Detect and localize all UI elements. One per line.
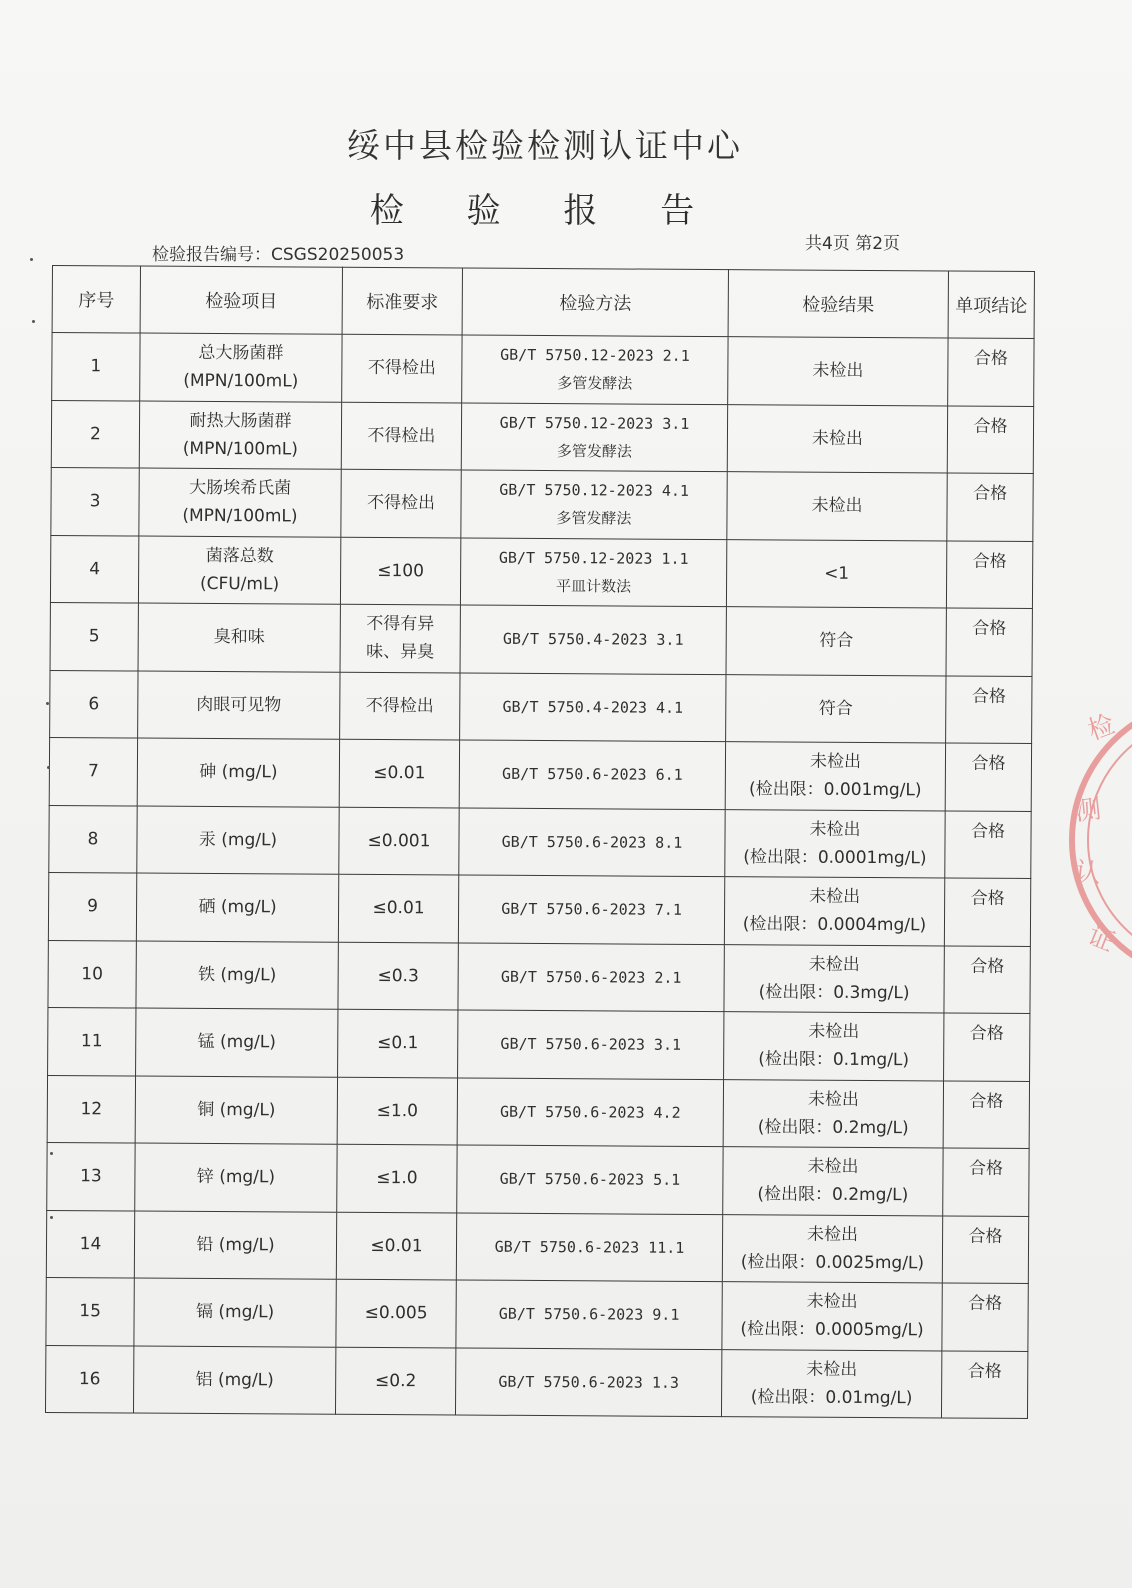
report-number: 检验报告编号：CSGS20250053 xyxy=(152,245,405,265)
method-cell xyxy=(458,875,724,944)
conclusion-cell: 合格 xyxy=(946,675,1032,743)
table-row xyxy=(49,737,1031,810)
conclusion-cell: 合格 xyxy=(944,1013,1030,1081)
svg-text:测: 测 xyxy=(1073,794,1103,827)
serial-number-cell: 8 xyxy=(49,805,137,873)
result-cell xyxy=(726,539,946,608)
test-item-cell-line: 菌落总数 xyxy=(205,545,274,567)
column-header: 单项结论 xyxy=(948,271,1034,339)
test-item-cell xyxy=(139,468,341,537)
table-row xyxy=(46,1210,1028,1283)
svg-text:证: 证 xyxy=(1083,920,1119,959)
method-cell-line: GB/T 5750.12-2023 4.1 xyxy=(499,480,690,501)
method-cell xyxy=(457,1077,723,1146)
test-item-cell xyxy=(137,738,339,807)
table-row xyxy=(50,602,1032,675)
method-cell xyxy=(457,1145,723,1214)
method-cell xyxy=(460,538,726,607)
requirement-cell-line: ≤100 xyxy=(377,560,425,582)
result-cell-line: 未检出 xyxy=(811,495,863,517)
result-cell-line: (检出限：0.0001mg/L) xyxy=(743,846,927,869)
requirement-cell xyxy=(338,1009,458,1077)
requirement-cell-line: ≤1.0 xyxy=(376,1100,419,1122)
result-cell-line: 未检出 xyxy=(807,1156,859,1178)
result-cell-line: 未检出 xyxy=(807,1089,859,1110)
method-cell xyxy=(461,403,727,472)
test-item-cell xyxy=(134,1278,336,1347)
result-cell-line: (检出限：0.2mg/L) xyxy=(757,1184,909,1206)
method-cell-line: GB/T 5750.6-2023 2.1 xyxy=(500,967,682,987)
result-cell-line: (检出限：0.01mg/L) xyxy=(750,1387,913,1409)
table-row xyxy=(45,1345,1027,1418)
result-cell-line: 未检出 xyxy=(811,428,864,449)
method-cell xyxy=(456,1212,722,1281)
result-cell-line: 未检出 xyxy=(812,360,864,382)
document-title: 检 验 报 告 xyxy=(369,191,721,231)
method-cell xyxy=(458,942,724,1011)
method-cell xyxy=(462,335,728,404)
result-cell-line: 未检出 xyxy=(808,1021,860,1043)
test-item-cell-line: 耐热大肠菌群 xyxy=(189,410,292,432)
inspection-results-table xyxy=(45,265,1035,1419)
result-cell-line: (检出限：0.1mg/L) xyxy=(758,1049,910,1071)
result-cell xyxy=(726,674,946,743)
test-item-cell xyxy=(135,1076,337,1145)
result-cell-line: (检出限：0.3mg/L) xyxy=(758,982,910,1004)
requirement-cell-line: ≤0.2 xyxy=(374,1370,417,1391)
test-item-cell xyxy=(136,1008,338,1077)
result-cell xyxy=(724,944,944,1013)
conclusion-cell: 合格 xyxy=(944,945,1030,1013)
conclusion-cell: 合格 xyxy=(944,878,1030,946)
requirement-cell-line: ≤0.005 xyxy=(364,1303,428,1324)
test-item-cell-line: (MPN/100mL) xyxy=(182,438,298,460)
result-cell xyxy=(727,404,947,473)
result-cell-line: (检出限：0.0025mg/L) xyxy=(740,1251,925,1274)
serial-number-cell: 6 xyxy=(50,670,138,738)
result-cell-line: 未检出 xyxy=(808,954,860,975)
result-cell xyxy=(728,337,948,406)
test-item-cell-line: 总大肠菌群 xyxy=(198,343,284,364)
scan-speck xyxy=(47,766,50,769)
test-item-cell xyxy=(138,671,340,740)
requirement-cell xyxy=(341,469,461,537)
scan-speck xyxy=(50,1152,53,1155)
test-item-cell xyxy=(135,1143,337,1212)
method-cell-line: 平皿计数法 xyxy=(555,576,632,596)
method-cell-line: GB/T 5750.6-2023 6.1 xyxy=(502,765,683,785)
organization-name: 绥中县检验检测认证中心 xyxy=(347,126,743,165)
table-row xyxy=(52,333,1034,406)
requirement-cell-line: 味、异臭 xyxy=(366,642,435,663)
result-cell xyxy=(725,742,945,811)
serial-number-cell: 15 xyxy=(46,1277,134,1345)
requirement-cell xyxy=(337,1077,457,1145)
serial-number-cell: 9 xyxy=(48,872,136,940)
test-item-cell-line: 大肠埃希氏菌 xyxy=(189,478,292,499)
method-cell-line: 多管发酵法 xyxy=(556,509,632,528)
requirement-cell-line: 不得检出 xyxy=(367,425,436,447)
method-cell-line: GB/T 5750.4-2023 4.1 xyxy=(502,697,684,717)
test-item-cell-line: 砷 (mg/L) xyxy=(199,762,278,783)
requirement-cell xyxy=(336,1212,456,1280)
serial-number-cell: 1 xyxy=(52,333,140,401)
table-row xyxy=(50,535,1032,608)
conclusion-cell: 合格 xyxy=(946,608,1032,676)
result-cell xyxy=(723,1147,943,1216)
requirement-cell xyxy=(340,537,460,605)
method-cell-line: GB/T 5750.6-2023 9.1 xyxy=(498,1304,680,1325)
test-item-cell xyxy=(136,873,338,942)
method-cell-line: GB/T 5750.6-2023 8.1 xyxy=(501,832,683,852)
requirement-cell xyxy=(337,1144,457,1212)
requirement-cell-line: ≤0.01 xyxy=(370,1235,423,1257)
result-cell-line: (检出限：0.2mg/L) xyxy=(757,1117,909,1138)
requirement-cell-line: ≤1.0 xyxy=(376,1168,418,1189)
test-item-cell-line: (MPN/100mL) xyxy=(182,506,298,527)
scan-speck xyxy=(30,258,33,261)
svg-text:认: 认 xyxy=(1073,857,1103,890)
conclusion-cell: 合格 xyxy=(941,1350,1027,1418)
method-cell-line: GB/T 5750.12-2023 1.1 xyxy=(498,548,689,568)
table-row xyxy=(50,670,1032,743)
method-cell-line: 多管发酵法 xyxy=(556,441,632,461)
result-cell-line: (检出限：0.0004mg/L) xyxy=(742,914,927,936)
column-header: 标准要求 xyxy=(342,267,462,335)
conclusion-cell: 合格 xyxy=(942,1215,1028,1283)
scan-speck xyxy=(32,320,35,323)
serial-number-cell: 2 xyxy=(51,400,139,468)
test-item-cell-line: 锌 (mg/L) xyxy=(196,1167,276,1188)
test-item-cell-line: 臭和味 xyxy=(213,627,265,648)
table-row xyxy=(49,805,1031,878)
conclusion-cell: 合格 xyxy=(947,473,1033,541)
result-cell xyxy=(723,1079,943,1148)
test-item-cell-line: 汞 (mg/L) xyxy=(198,829,278,851)
column-header: 检验方法 xyxy=(462,268,728,337)
column-header: 序号 xyxy=(52,266,140,334)
table-header-row xyxy=(52,266,1034,339)
result-cell-line: (检出限：0.001mg/L) xyxy=(748,779,922,801)
serial-number-cell: 16 xyxy=(45,1345,133,1413)
method-cell-line: GB/T 5750.6-2023 11.1 xyxy=(494,1237,685,1257)
requirement-cell-line: 不得检出 xyxy=(367,358,436,379)
scan-speck xyxy=(46,702,49,705)
official-seal-stamp xyxy=(1062,680,1132,1000)
result-cell-line: 未检出 xyxy=(806,1291,858,1313)
result-cell xyxy=(721,1349,941,1418)
serial-number-cell: 14 xyxy=(46,1210,134,1278)
result-cell xyxy=(725,809,945,878)
result-cell xyxy=(726,607,946,676)
method-cell-line: 多管发酵法 xyxy=(557,374,633,393)
result-cell-line: 未检出 xyxy=(809,886,861,908)
table-row xyxy=(51,467,1033,540)
result-cell-line: 符合 xyxy=(818,698,853,719)
test-item-cell-line: 铁 (mg/L) xyxy=(197,964,277,986)
method-cell-line: GB/T 5750.12-2023 3.1 xyxy=(499,413,690,433)
requirement-cell xyxy=(336,1279,456,1347)
serial-number-cell: 7 xyxy=(49,737,137,805)
method-cell-line: GB/T 5750.6-2023 3.1 xyxy=(500,1035,682,1055)
table-row xyxy=(47,1142,1029,1215)
test-item-cell xyxy=(133,1346,335,1415)
method-cell xyxy=(460,673,726,742)
method-cell-line: GB/T 5750.12-2023 2.1 xyxy=(500,345,690,366)
method-cell-line: GB/T 5750.6-2023 7.1 xyxy=(501,900,682,920)
serial-number-cell: 4 xyxy=(50,535,138,603)
method-cell xyxy=(458,1010,724,1079)
result-cell xyxy=(724,877,944,946)
test-item-cell-line: (MPN/100mL) xyxy=(183,371,299,392)
result-cell-line: (检出限：0.0005mg/L) xyxy=(740,1319,924,1341)
requirement-cell xyxy=(339,807,459,875)
method-cell xyxy=(460,605,726,674)
method-cell-line: GB/T 5750.6-2023 1.3 xyxy=(498,1372,680,1392)
serial-number-cell: 3 xyxy=(51,467,139,535)
conclusion-cell: 合格 xyxy=(945,810,1031,878)
conclusion-cell: 合格 xyxy=(946,540,1032,608)
result-cell-line: 未检出 xyxy=(806,1359,858,1380)
table-row xyxy=(48,872,1030,945)
requirement-cell xyxy=(338,874,458,942)
method-cell xyxy=(455,1347,721,1416)
serial-number-cell: 11 xyxy=(48,1007,136,1075)
requirement-cell xyxy=(339,739,459,807)
requirement-cell xyxy=(340,672,460,740)
test-item-cell xyxy=(138,603,340,672)
test-item-cell-line: 硒 (mg/L) xyxy=(198,897,277,918)
conclusion-cell: 合格 xyxy=(943,1080,1029,1148)
conclusion-cell: 合格 xyxy=(943,1148,1029,1216)
scan-speck xyxy=(50,1216,53,1219)
result-cell-line: 符合 xyxy=(819,630,854,652)
column-header: 检验项目 xyxy=(140,266,342,334)
result-cell xyxy=(722,1214,942,1283)
test-item-cell xyxy=(134,1211,336,1280)
requirement-cell-line: ≤0.3 xyxy=(377,965,419,987)
method-cell xyxy=(459,740,725,809)
result-cell xyxy=(727,472,947,541)
test-item-cell-line: 铝 (mg/L) xyxy=(195,1369,274,1391)
requirement-cell xyxy=(342,334,462,402)
requirement-cell-line: ≤0.001 xyxy=(367,830,431,852)
test-item-cell-line: (CFU/mL) xyxy=(199,573,280,595)
test-item-cell-line: 锰 (mg/L) xyxy=(197,1032,276,1053)
test-item-cell-line: 铅 (mg/L) xyxy=(196,1234,275,1256)
method-cell xyxy=(461,470,727,539)
result-cell-line: 未检出 xyxy=(807,1224,859,1245)
table-row xyxy=(47,1075,1029,1148)
result-cell-line: 未检出 xyxy=(809,751,862,773)
conclusion-cell: 合格 xyxy=(942,1283,1028,1351)
svg-text:检: 检 xyxy=(1084,709,1119,747)
column-header: 检验结果 xyxy=(728,270,948,338)
method-cell-line: GB/T 5750.6-2023 4.2 xyxy=(499,1102,681,1122)
table-row xyxy=(51,400,1033,473)
page-info: 共4页 第2页 xyxy=(805,234,901,254)
conclusion-cell: 合格 xyxy=(948,338,1034,406)
test-item-cell-line: 肉眼可见物 xyxy=(196,694,282,716)
requirement-cell-line: 不得检出 xyxy=(366,493,436,514)
serial-number-cell: 5 xyxy=(50,602,138,670)
method-cell xyxy=(456,1280,722,1349)
table-row xyxy=(48,1007,1030,1080)
table-body xyxy=(45,333,1034,1419)
requirement-cell-line: ≤0.01 xyxy=(373,763,426,784)
test-item-cell-line: 镉 (mg/L) xyxy=(195,1302,275,1323)
table-row xyxy=(46,1277,1028,1350)
result-cell xyxy=(724,1012,944,1081)
requirement-cell-line: ≤0.1 xyxy=(377,1033,419,1054)
test-item-cell-line: 铜 (mg/L) xyxy=(197,1099,276,1121)
requirement-cell-line: ≤0.01 xyxy=(372,898,425,919)
requirement-cell xyxy=(340,604,460,672)
method-cell xyxy=(459,807,725,876)
test-item-cell xyxy=(139,401,341,470)
test-item-cell xyxy=(136,941,338,1010)
table-row xyxy=(48,940,1030,1013)
test-item-cell xyxy=(140,333,342,402)
serial-number-cell: 13 xyxy=(47,1142,135,1210)
conclusion-cell: 合格 xyxy=(947,405,1033,473)
requirement-cell xyxy=(335,1347,455,1415)
test-item-cell xyxy=(138,536,340,605)
requirement-cell xyxy=(341,402,461,470)
conclusion-cell: 合格 xyxy=(945,743,1031,811)
test-item-cell xyxy=(137,806,339,875)
serial-number-cell: 10 xyxy=(48,940,136,1008)
requirement-cell-line: 不得检出 xyxy=(365,695,434,717)
method-cell-line: GB/T 5750.4-2023 3.1 xyxy=(502,630,684,650)
result-cell-line: <1 xyxy=(824,563,850,584)
result-cell-line: 未检出 xyxy=(809,819,861,840)
method-cell-line: GB/T 5750.6-2023 5.1 xyxy=(499,1170,681,1190)
result-cell xyxy=(722,1282,942,1351)
requirement-cell-line: 不得有异 xyxy=(366,614,435,635)
serial-number-cell: 12 xyxy=(47,1075,135,1143)
requirement-cell xyxy=(338,942,458,1010)
